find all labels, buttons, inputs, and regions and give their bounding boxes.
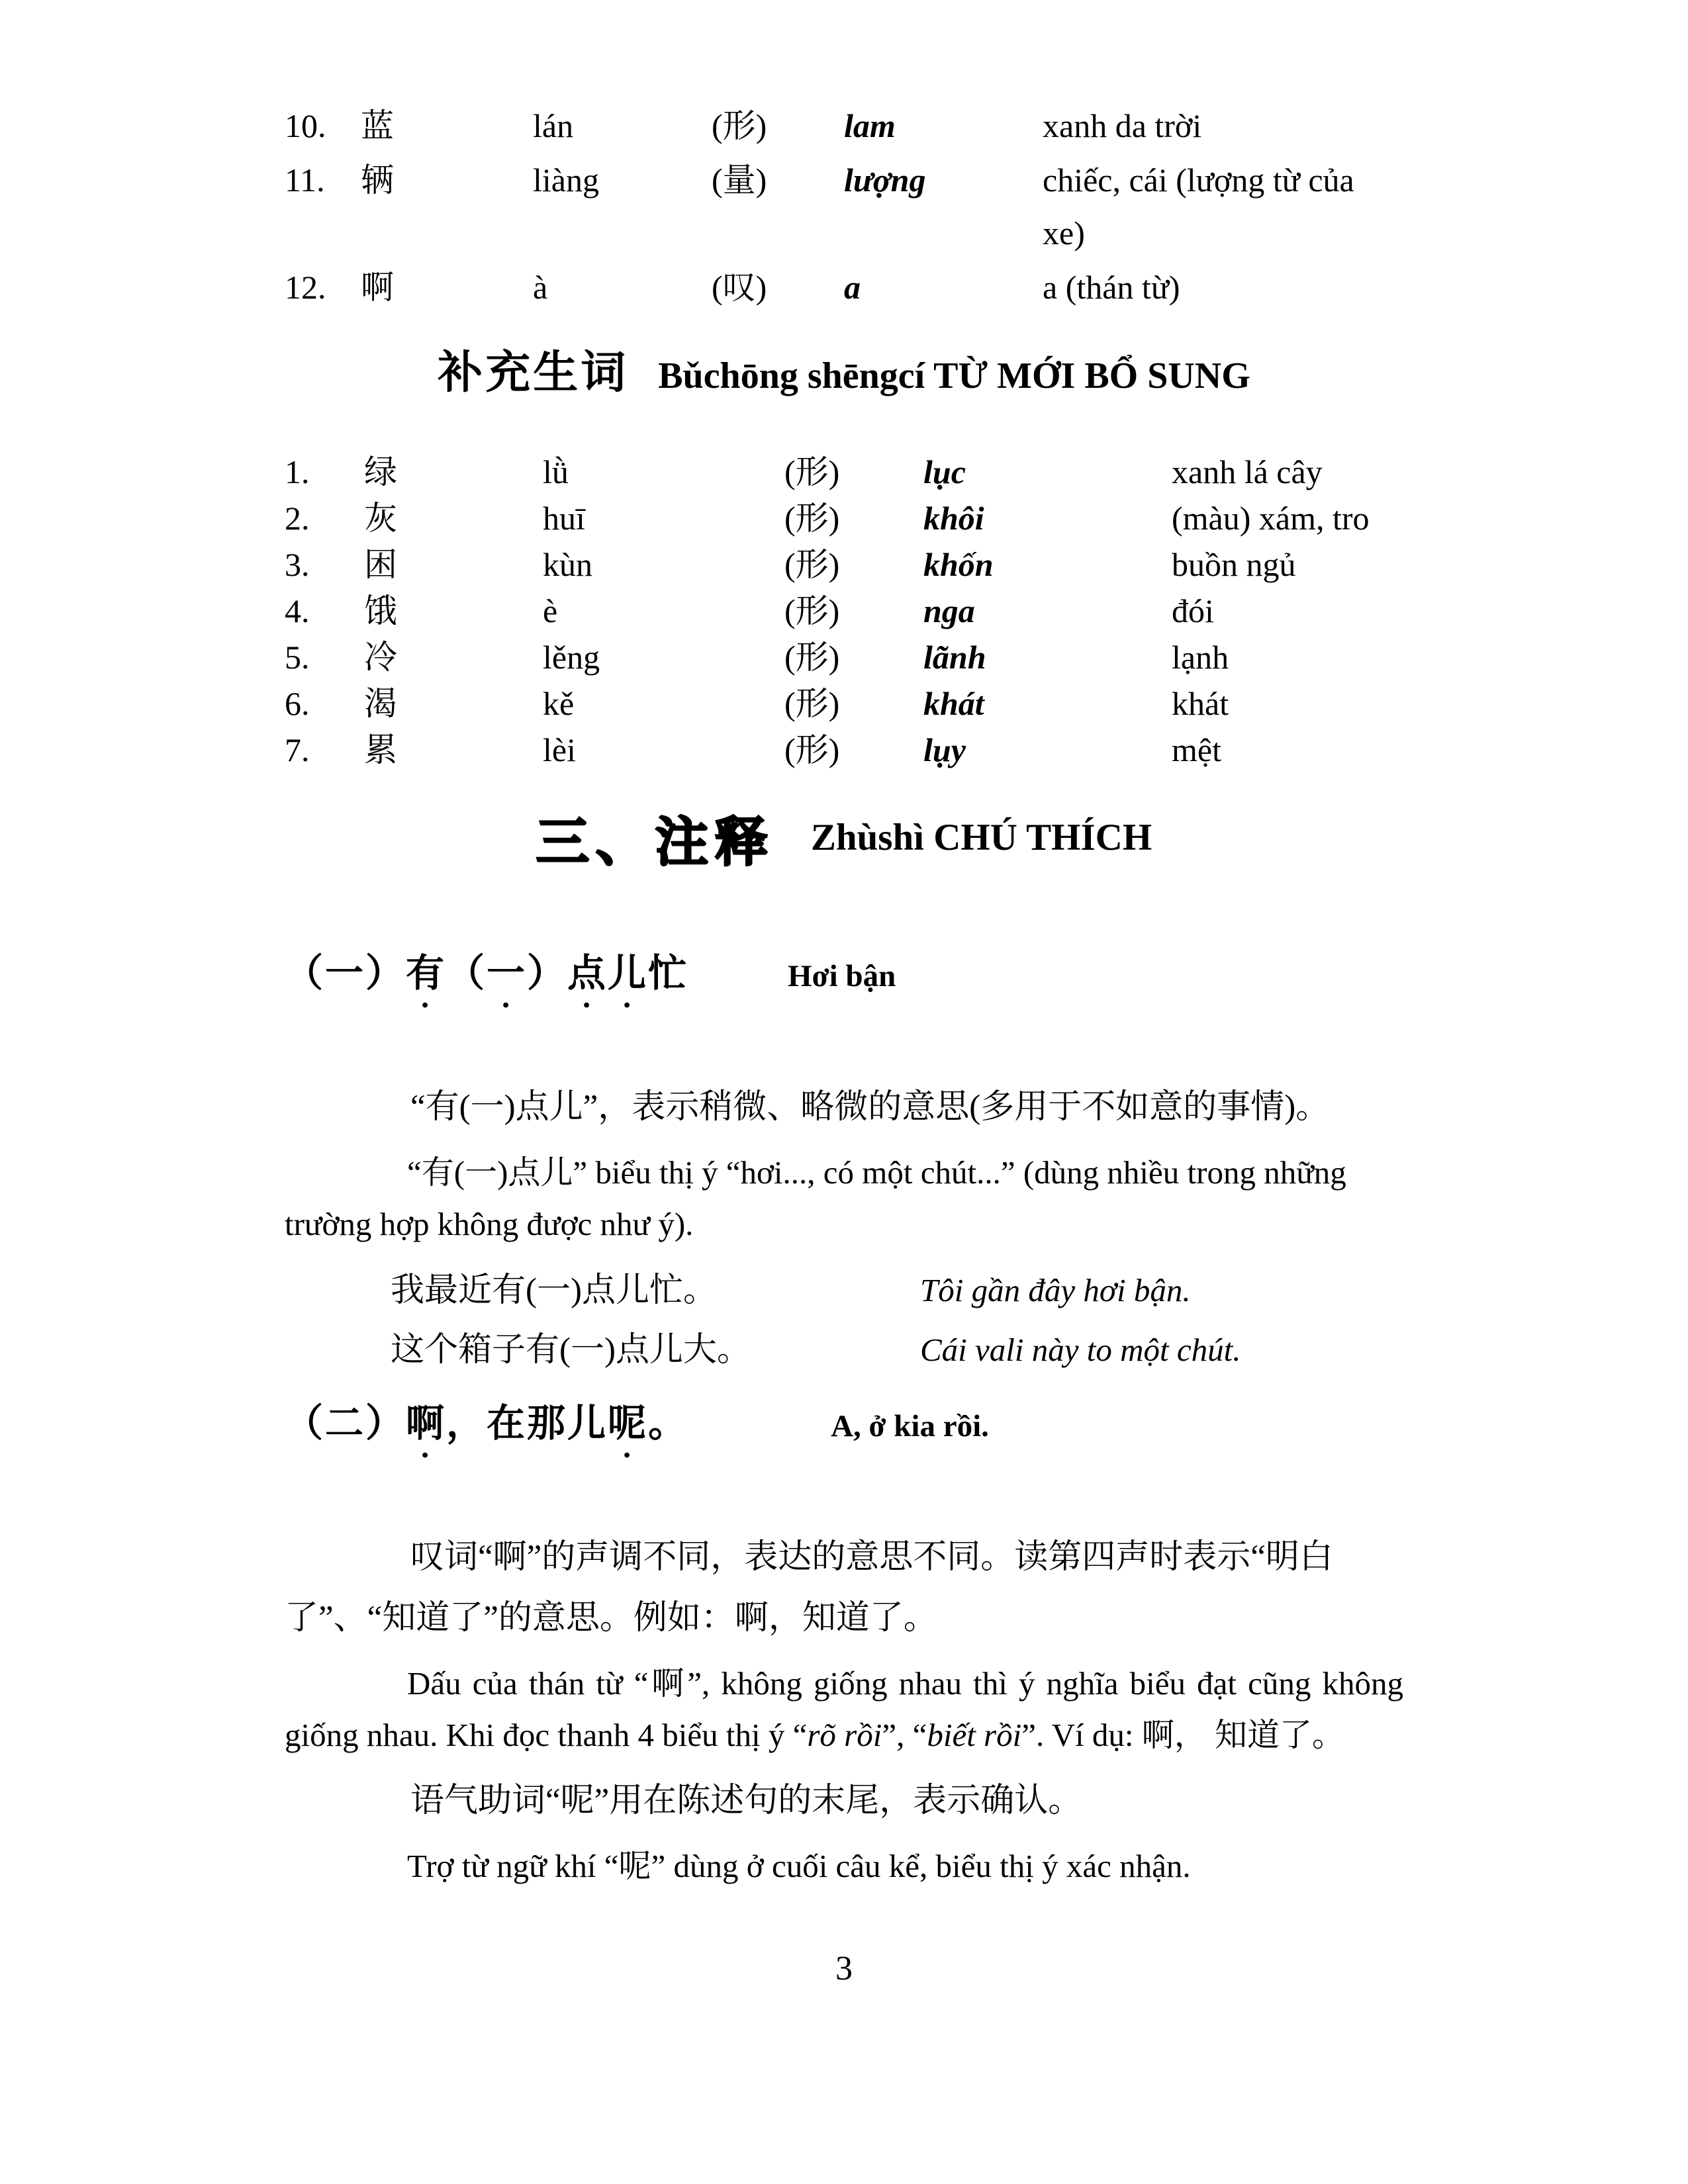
table-row: [285, 449, 1403, 495]
vocab-hanzi: 饿: [364, 592, 397, 629]
note2-vi-italic: rõ rồi: [807, 1717, 882, 1753]
vocab-pos: (形): [784, 453, 840, 490]
vocab-meaning: buồn ngủ: [1172, 546, 1296, 583]
vocab-number: 4.: [285, 592, 310, 629]
notes-header-latin: Zhùshì CHÚ THÍCH: [810, 817, 1152, 858]
note2-vi-part: ”, “: [882, 1717, 927, 1753]
vocab-number: 7.: [285, 731, 310, 768]
table-row: [285, 99, 1403, 152]
vocab-hanzi: 灰: [364, 500, 397, 537]
note1-heading-zh: [285, 942, 688, 1016]
vocab-pinyin: è: [543, 592, 558, 629]
supplementary-vocab-header: [285, 337, 1403, 401]
vocab-meaning: chiếc, cái (lượng từ của xe): [1043, 161, 1354, 251]
vocab-list-supplementary: [285, 449, 1403, 773]
vocab-hanviet: a: [844, 269, 861, 306]
vocab-pinyin: kě: [543, 685, 575, 722]
vocab-pinyin: lěng: [543, 639, 600, 676]
note2-vi-part: Dấu của thán từ “啊”, không giống nhau thì ý nghĩa biểu đạt cũng không giống nhau. Khi đọc thanh 4 biểu thị ý “: [285, 1665, 1403, 1753]
note1-paragraph-vi: “有(一)点儿” biểu thị ý “hơi..., có một chút...” (dùng nhiều trong những trường hợp không được như ý).: [285, 1154, 1346, 1242]
vocab-hanzi: 蓝: [361, 107, 394, 144]
note1-paragraph-zh: “有(一)点儿”，表示稍微、略微的意思(多用于不如意的事情)。: [410, 1089, 1330, 1126]
vocab-pos: (形): [784, 546, 840, 583]
table-row: [285, 634, 1403, 680]
note1-heading-prefix: （一）: [285, 952, 406, 995]
note2-heading-suffix: 。: [648, 1402, 689, 1445]
note2-paragraph1-zh: 叹词“啊”的声调不同，表达的意思不同。读第四声时表示“明白了”、“知道了”的意思。例如：啊，知道了。: [285, 1539, 1333, 1637]
vocab-hanzi: 冷: [364, 639, 397, 676]
notes-header-hanzi: 三、注释: [536, 811, 774, 873]
vocab-pinyin: liàng: [533, 161, 599, 199]
vocab-pos: (量): [712, 161, 767, 199]
example-vi: Tôi gần đây hơi bận.: [920, 1272, 1191, 1308]
vocab-number: 3.: [285, 546, 310, 583]
vocab-pos: (形): [784, 685, 840, 722]
vocab-number: 12.: [285, 269, 326, 306]
vocab-list-main: [285, 99, 1403, 314]
example-vi: Cái vali này to một chút.: [920, 1332, 1241, 1368]
vocab-hanzi: 困: [364, 546, 397, 583]
note2-heading-vi: A, ở kia rồi.: [831, 1409, 989, 1443]
vocab-pinyin: kùn: [543, 546, 592, 583]
note2-heading-zh: [285, 1392, 688, 1466]
vocab-hanzi: 渴: [364, 685, 397, 722]
vocab-meaning: mệt: [1172, 731, 1221, 768]
vocab-hanzi: 累: [364, 731, 397, 768]
vocab-hanviet: lụy: [923, 731, 966, 768]
vocab-pinyin: lǜ: [543, 453, 569, 490]
vocab-pinyin: lán: [533, 107, 574, 144]
vocab-number: 5.: [285, 639, 310, 676]
table-row: [285, 261, 1403, 314]
vocab-pos: (形): [784, 639, 840, 676]
vocab-number: 6.: [285, 685, 310, 722]
table-row: [285, 154, 1403, 259]
note2-paragraph1-vi: [285, 1658, 1403, 1761]
vocab-meaning: khát: [1172, 685, 1229, 722]
vocab-meaning: a (thán từ): [1043, 269, 1180, 306]
vocab-hanviet: lãnh: [923, 639, 986, 676]
note1-heading-emphasized: 有（一）点儿: [406, 952, 649, 995]
note2-heading-mid: ，在那儿: [446, 1402, 608, 1445]
vocab-pos: (形): [784, 731, 840, 768]
table-row: [285, 541, 1403, 588]
note-2: [285, 1392, 1403, 1892]
table-row: [285, 727, 1403, 773]
supp-header-hanzi: 补充生词: [438, 347, 629, 398]
note2-vi-italic: biết rồi: [927, 1717, 1022, 1753]
vocab-number: 1.: [285, 453, 310, 490]
note2-vi-part: ”. Ví dụ: 啊， 知道了。: [1021, 1717, 1344, 1753]
vocab-hanviet: nga: [923, 592, 975, 629]
vocab-pinyin: huī: [543, 500, 585, 537]
supp-header-latin: Bǔchōng shēngcí TỪ MỚI BỔ SUNG: [658, 355, 1250, 396]
page-number: 3: [835, 1950, 853, 1987]
table-row: [285, 680, 1403, 727]
note2-heading-prefix: （二）: [285, 1402, 406, 1445]
vocab-meaning: đói: [1172, 592, 1214, 629]
note2-paragraph2-vi: Trợ từ ngữ khí “呢” dùng ở cuối câu kể, biểu thị ý xác nhận.: [407, 1848, 1191, 1884]
vocab-hanzi: 绿: [364, 453, 397, 490]
vocab-meaning: xanh lá cây: [1172, 453, 1323, 490]
table-row: [285, 495, 1403, 541]
example-zh: 我最近有(一)点儿忙。: [391, 1272, 717, 1309]
vocab-number: 2.: [285, 500, 310, 537]
vocab-hanviet: khát: [923, 685, 984, 722]
note2-heading-emphasized-a: 啊: [406, 1402, 447, 1445]
vocab-hanviet: lục: [923, 453, 966, 490]
vocab-hanzi: 辆: [361, 161, 394, 199]
note1-heading-vi: Hơi bận: [788, 959, 896, 993]
note2-paragraph2-zh: 语气助词“呢”用在陈述句的末尾，表示确认。: [410, 1782, 1082, 1819]
note1-heading-suffix: 忙: [648, 952, 689, 995]
vocab-pinyin: lèi: [543, 731, 576, 768]
vocab-number: 10.: [285, 107, 326, 144]
note1-examples: [391, 1261, 1403, 1380]
vocab-pos: (形): [784, 592, 840, 629]
table-row: [285, 588, 1403, 634]
vocab-hanviet: khôi: [923, 500, 984, 537]
note2-heading: [285, 1392, 1403, 1466]
vocab-hanviet: lượng: [844, 161, 926, 199]
vocab-number: 11.: [285, 161, 325, 199]
vocab-hanviet: khốn: [923, 546, 994, 583]
vocab-pos: (形): [784, 500, 840, 537]
vocab-meaning: xanh da trời: [1043, 107, 1202, 144]
vocab-pos: (叹): [712, 269, 767, 306]
vocab-hanviet: lam: [844, 107, 896, 144]
vocab-meaning: lạnh: [1172, 639, 1229, 676]
vocab-pinyin: à: [533, 269, 548, 306]
vocab-meaning: (màu) xám, tro: [1172, 500, 1370, 537]
note-1: [285, 942, 1403, 1380]
example-zh: 这个箱子有(一)点儿大。: [391, 1332, 751, 1369]
vocab-hanzi: 啊: [361, 269, 394, 306]
vocab-pos: (形): [712, 107, 767, 144]
note2-heading-emphasized-ne: 呢: [608, 1402, 649, 1445]
notes-section-header: [285, 799, 1403, 876]
note1-heading: [285, 942, 1403, 1016]
